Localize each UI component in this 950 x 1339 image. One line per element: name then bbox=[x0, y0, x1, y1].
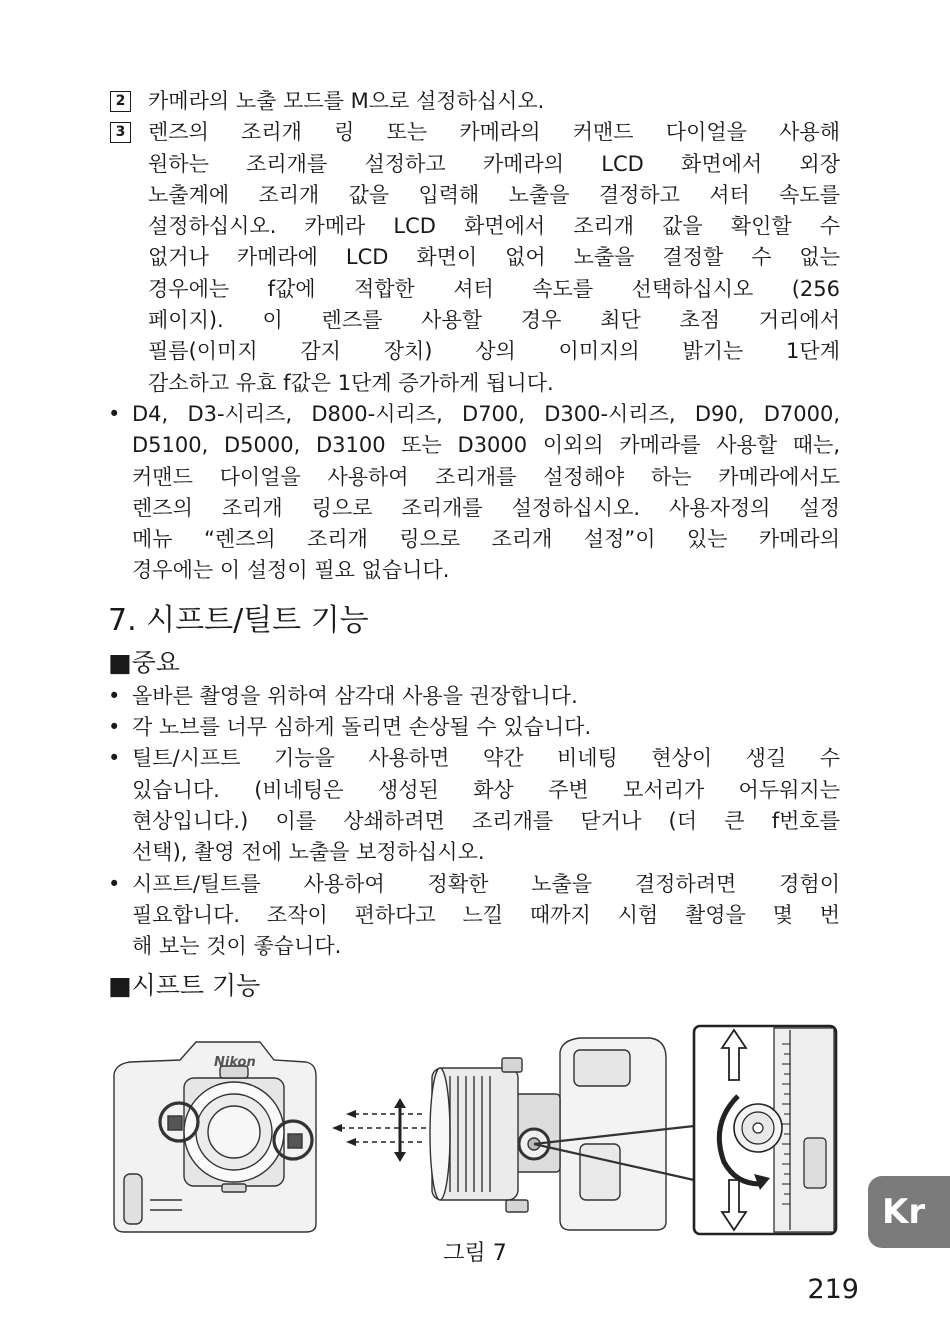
bullet-dot: • bbox=[108, 683, 121, 708]
text-line: 각 노브를 너무 심하게 돌리면 손상될 수 있습니다. bbox=[132, 715, 592, 740]
bullet-dot: • bbox=[108, 871, 121, 896]
text-line: 렌즈의 조리개 링 또는 카메라의 커맨드 다이얼을 사용해 bbox=[148, 120, 840, 145]
important-bullet bbox=[108, 743, 840, 868]
language-tab: Kr bbox=[868, 1176, 950, 1248]
bullet-dot: • bbox=[108, 746, 121, 771]
text-line: 해 보는 것이 좋습니다. bbox=[132, 934, 342, 959]
page-body bbox=[108, 86, 840, 1004]
text-line: D4, D3-시리즈, D800-시리즈, D700, D300-시리즈, D90, D7000, bbox=[132, 401, 840, 426]
text-line: 없거나 카메라에 LCD 화면이 없어 노출을 결정할 수 없는 bbox=[148, 245, 840, 270]
shift-direction-arrows bbox=[332, 1098, 426, 1162]
text-line: 필름(이미지 감지 장치) 상의 이미지의 밝기는 1단계 bbox=[148, 339, 840, 364]
step-number-box: 2 bbox=[110, 91, 131, 112]
text-line: 노출계에 조리개 값을 입력해 노출을 결정하고 셔터 속도를 bbox=[148, 182, 840, 207]
text-line: 원하는 조리개를 설정하고 카메라의 LCD 화면에서 외장 bbox=[148, 151, 840, 176]
text-line: 감소하고 유효 f값은 1단계 증가하게 됩니다. bbox=[148, 370, 554, 395]
text-line: 메뉴 “렌즈의 조리개 링으로 조리개 설정”이 있는 카메라의 bbox=[132, 527, 840, 552]
compatibility-note bbox=[108, 399, 840, 587]
important-list bbox=[108, 681, 840, 963]
shift-knob-detail-inset bbox=[694, 1026, 836, 1234]
section-heading: 7. 시프트/틸트 기능 bbox=[108, 602, 369, 638]
figure-caption: 그림 7 bbox=[443, 1241, 507, 1266]
text-line: 선택), 촬영 전에 노출을 보정하십시오. bbox=[132, 840, 485, 865]
camera-front-illustration bbox=[114, 1042, 316, 1232]
shift-function-figure bbox=[110, 1024, 838, 1238]
text-line: 필요합니다. 조작이 편하다고 느낄 때까지 시험 촬영을 몇 번 bbox=[132, 902, 840, 927]
camera-side-illustration bbox=[430, 1038, 694, 1230]
text-line: 페이지). 이 렌즈를 사용할 경우 최단 초점 거리에서 bbox=[148, 308, 840, 333]
text-line: 카메라의 노출 모드를 M으로 설정하십시오. bbox=[148, 89, 545, 113]
bullet-dot: • bbox=[108, 715, 121, 740]
important-subheading: ■중요 bbox=[108, 647, 180, 677]
step-number-box: 3 bbox=[110, 122, 131, 143]
text-line: 렌즈의 조리개 링으로 조리개를 설정하십시오. 사용자정의 설정 bbox=[132, 495, 840, 520]
step-item bbox=[108, 117, 840, 399]
step-item bbox=[108, 86, 840, 117]
important-bullet bbox=[108, 681, 840, 712]
text-line: 시프트/틸트를 사용하여 정확한 노출을 결정하려면 경험이 bbox=[132, 871, 840, 896]
camera-brand-text: Nikon bbox=[214, 1055, 256, 1070]
bullet-dot: • bbox=[108, 401, 121, 426]
text-line: 현상입니다.) 이를 상쇄하려면 조리개를 닫거나 (더 큰 f번호를 bbox=[132, 808, 840, 833]
text-line: 경우에는 f값에 적합한 셔터 속도를 선택하십시오 (256 bbox=[148, 276, 840, 301]
instruction-steps bbox=[108, 86, 840, 399]
text-line: 올바른 촬영을 위하여 삼각대 사용을 권장합니다. bbox=[132, 683, 578, 708]
text-line: 있습니다. (비네팅은 생성된 화상 주변 모서리가 어두워지는 bbox=[132, 777, 840, 802]
text-line: 커맨드 다이얼을 사용하여 조리개를 설정해야 하는 카메라에서도 bbox=[132, 464, 840, 489]
text-line: 설정하십시오. 카메라 LCD 화면에서 조리개 값을 확인할 수 bbox=[148, 214, 840, 239]
text-line: 경우에는 이 설정이 필요 없습니다. bbox=[132, 558, 450, 583]
page-number: 219 bbox=[807, 1274, 859, 1305]
text-line: D5100, D5000, D3100 또는 D3000 이외의 카메라를 사용할 때는, bbox=[132, 433, 840, 458]
text-line: 틸트/시프트 기능을 사용하면 약간 비네팅 현상이 생길 수 bbox=[132, 746, 840, 771]
important-bullet bbox=[108, 869, 840, 963]
important-bullet bbox=[108, 712, 840, 743]
shift-subheading: ■시프트 기능 bbox=[108, 971, 261, 1001]
